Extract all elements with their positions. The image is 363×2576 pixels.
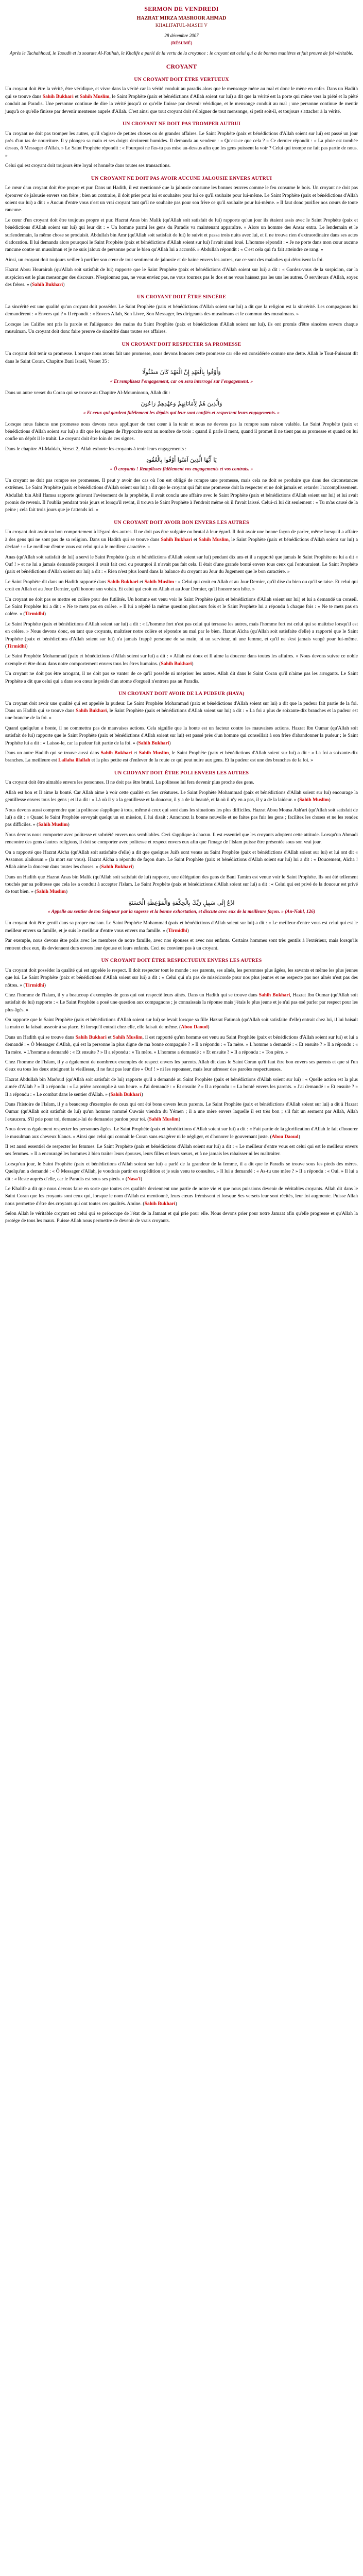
source-reference: Sahih Bukhari xyxy=(107,579,139,585)
source-reference: Sahih Bukhari xyxy=(42,93,74,99)
body-paragraph xyxy=(5,130,358,160)
paragraph-text: La sincérité est une qualité qu'un croyant doit posséder. Le Saint Prophète (paix et bénédictions d'Allah soient sur lui) a dit que la religion est la sincérité. Les compagnons lui demandèrent : « Envers qui ? » Il répondit : « Envers Allah, Son Livre, Son Messager, les dirigeants des musulmans et le commun des musulmans. » xyxy=(5,304,358,317)
verse-translation: « Et ceux qui gardent fidèlement les dépôts qui leur sont confiés et respectent leurs engagements. » xyxy=(83,410,280,416)
source-reference: Sahih Bukhari xyxy=(258,992,290,998)
paragraph-text: , le Saint Prophète (paix et bénédictions d'Allah soient sur lui) a dit que la vérité est la porte qui mène vers la piété et la piété conduit au Paradis. Une personne continue de dire la vérité jusqu'à ce qu'elle finisse par devenir véridique, et le mensonge conduit au mal ; une personne continue de mentir jusqu'à ce qu'elle finisse par devenir menteuse auprès d'Allah. C'est ainsi que tout croyant doit s'éloigner de tout mensonge, si petit soit-il, et toujours s'attacher à la vérité. xyxy=(5,93,358,114)
paragraph-text: et la plus petite est d'enlever de la route ce qui peut nuire aux gens. Et la pudeur est une des branches de la foi. » xyxy=(90,757,313,764)
body-paragraph xyxy=(5,1101,358,1123)
body-paragraph xyxy=(5,750,358,765)
source-reference: Sahih Bukhari xyxy=(76,707,107,714)
body-paragraph xyxy=(5,579,358,594)
body-paragraph xyxy=(5,967,358,989)
paragraph-text: Quand quelqu'un a honte, il ne commettra pas de mauvaises actions. Cela signifie que la honte est un facteur contre les mauvaises actions. Hazrat Ibn Oumar (qu'Allah soit satisfait de lui) rapporte que le Saint Prophète (paix et bénédictions d'Allah soient sur lui) est passé près d'un homme qui conseillait à son frère d'abandonner la pudeur ; le Saint Prophète lui a dit : « Laisse-le, car la pudeur fait partie de la foi. » ( xyxy=(5,725,358,746)
body-paragraph xyxy=(5,477,358,514)
source-reference: Sahih Muslim xyxy=(139,750,169,756)
paragraph-text: ) xyxy=(44,611,46,617)
paragraph-text: Nous devons nous comporter avec politesse et sobriété envers nos semblables. Ceci s'applique à chacun. Il est essentiel que les croyants adoptent cette attitude. Lorsqu'un Ahmadi rencontre des gens d'autres religions, il doit se comporter avec politesse et respect envers eux afin que l'image de l'Islam puisse être présentée sous son vrai jour. xyxy=(5,832,358,845)
section-title: CROYANT xyxy=(166,62,197,70)
source-reference: Sahih Bukhari xyxy=(144,1200,176,1207)
subsection-heading: UN CROYANT DOIT RESPECTER SA PROMESSE xyxy=(122,341,241,347)
paragraph-text: et xyxy=(73,93,80,99)
paragraph-text: Un croyant ne doit pas être arrogant, il ne doit pas se vanter de ce qu'il possède ni mépriser les autres. Allah dit dans le Saint Coran qu'il n'aime pas les arrogants. Le Saint Prophète a dit que celui qui a dans son cœur le poids d'un atome d'orgueil n'entrera pas au Paradis. xyxy=(5,671,358,684)
body-paragraph xyxy=(5,529,358,551)
body-paragraph xyxy=(5,350,358,365)
paragraph-text: Chez l'homme de l'Islam, il y a beaucoup d'exemples de gens qui ont respecté leurs aînés. Dans un Hadith qui se trouve dans xyxy=(5,992,259,998)
sermon-title: SERMON DE VENDREDI xyxy=(144,5,219,12)
paragraph-text: Un croyant doit avoir une qualité qui est appelée la pudeur. Le Saint Prophète Mohammad (paix et bénédictions d'Allah soient sur lui) a dit que la pudeur fait partie de la foi. Dans un Hadith qui se trouve dans xyxy=(5,700,358,714)
subsection-heading: UN CROYANT DOIT ÊTRE SINCÈRE xyxy=(136,294,227,300)
intro-text: Après le Tachahhoud, le Taoudh et la sourate Al-Fatihah, le Khalife a parlé de la vertu de la croyance : le croyant est celui qui a de bonnes manières et fait preuve de foi véritable. xyxy=(9,50,354,56)
paragraph-text: Un croyant doit posséder la qualité qui est appelée le respect. Il doit respecter tout le monde : ses parents, ses aînés, les personnes plus âgées, les savants et même les plus jeunes que lui. Le Saint Prophète (paix et bénédictions d'Allah soient sur lui) a dit : « Celui qui n'a pas de miséricorde pour nos plus jeunes et ne respecte pas nos aînés n'est pas des nôtres. » ( xyxy=(5,967,358,988)
paragraph-text: , le Saint Prophète (paix et bénédictions d'Allah soient sur lui) a déclaré : « Le meilleur d'entre vous est celui qui a le meilleur caractère. » xyxy=(5,536,358,550)
sermon-page xyxy=(0,0,363,1238)
paragraph-text: : « Celui qui croit en Allah et au Jour Dernier, qu'il dise du bien ou qu'il se taise. Et celui qui croit en Allah et au Jour Dernier, qu'il honore son voisin. Et celui qui croit en Allah et au Jour Dernier, qu'il honore son hôte. » xyxy=(5,579,358,592)
paragraph-text: , il est rapporté qu'un homme est venu au Saint Prophète (paix et bénédictions d'Allah soient sur lui) et lui a demandé : « Ô Messager d'Allah, qui est la personne la plus digne de ma bonne compagnie ? » Il a répondu : « Ta mère. » L'homme a demandé : « Et ensuite ? » Il a répondu : « Ta mère. » L'homme a demandé : « Et ensuite ? » Il a répondu : « Ta mère. » L'homme a demandé : « Et ensuite ? » Il a répondu : « Ton père. » xyxy=(5,1034,358,1055)
body-paragraph xyxy=(5,184,358,214)
paragraph-text: ) xyxy=(67,822,70,828)
paragraph-text: ) xyxy=(44,982,46,988)
body-paragraph xyxy=(5,700,358,722)
body-paragraph xyxy=(5,321,358,336)
source-reference: Sahih Bukhari xyxy=(110,1091,142,1097)
source-reference: Sahih Bukhari xyxy=(138,740,169,746)
paragraph-text: Nous devons également respecter les personnes âgées. Le Saint Prophète (paix et bénédictions d'Allah soient sur lui) a dit : « Fait partie de la glorification d'Allah le fait d'honorer le musulman aux cheveux blancs. » Ainsi que celui qui connaît le Coran sans exagérer ni le négliger, et d'honorer le gouvernant juste. ( xyxy=(5,1126,358,1140)
paragraph-text: Un croyant doit être gentil dans sa propre maison. Le Saint Prophète Mohammad (paix et bénédictions d'Allah soient sur lui) a dit : « Le meilleur d'entre vous est celui qui est le meilleur envers sa famille, et je suis le meilleur d'entre vous envers ma famille. » ( xyxy=(5,920,358,934)
body-paragraph xyxy=(5,849,358,871)
paragraph-text: Anas (qu'Allah soit satisfait de lui) a servi le Saint Prophète (paix et bénédictions d'Allah soient sur lui) pendant dix ans et il a rapporté que jamais le Saint Prophète ne lui a dit « Ouf ! » et ne lui a jamais demandé pourquoi il avait fait ceci ou pourquoi il n'avait pas fait cela. Il était d'une grande bonté envers tous ceux qui l'entouraient. Le Saint Prophète (paix et bénédictions d'Allah soient sur lui) a dit : « Rien n'est plus lourd dans la balance du croyant au Jour du Jugement que le bon caractère. » xyxy=(5,554,358,575)
paragraph-text: Hazrat Abou Hourairah (qu'Allah soit satisfait de lui) rapporte que le Saint Prophète (paix et bénédictions d'Allah soient sur lui) a dit : « Gardez-vous de la suspicion, car la suspicion est le plus mensonger des discours. N'espionnez pas, ne vous enviez pas, ne vous tournez pas le dos et ne vous haïssez pas les uns les autres. Ô serviteurs d'Allah, soyez des frères. » ( xyxy=(5,267,358,287)
subsection-heading: UN CROYANT DOIT ÊTRE VERTUEUX xyxy=(134,76,229,82)
paragraph-text: Chez l'homme de l'Islam, il y a également de nombreux exemples de respect envers les parents. Allah dit dans le Saint Coran qu'il faut être bon envers ses parents et que si l'un d'eux ou tous les deux atteignent la vieillesse, il ne faut pas leur dire « Ouf ! » ni les repousser, mais leur adresser des paroles respectueuses. xyxy=(5,1059,358,1073)
paragraph-text: Dans un Hadith que Hazrat Anas bin Malik (qu'Allah soit satisfait de lui) rapporte, une délégation des gens de Bani Tamim est venue voir le Saint Prophète. Ils ont été tellement touchés par sa politesse que cela les a conduit à accepter l'Islam. Le Saint Prophète (paix et bénédictions d'Allah soient sur lui) a dit : « Celui qui est privé de la douceur est privé de tout bien. » ( xyxy=(5,874,358,895)
body-paragraph xyxy=(5,1076,358,1098)
paragraph-text: Un croyant ne doit pas tromper les autres, qu'il s'agisse de petites choses ou de grandes affaires. Le Saint Prophète (paix et bénédictions d'Allah soient sur lui) est passé un jour près d'un tas de nourriture. Il y plongea sa main et ses doigts devinrent humides. Il demanda au vendeur : « Qu'est-ce que cela ? » Ce dernier répondit : « La pluie est tombée dessus, ô Messager d'Allah. » Le Saint Prophète répondit : « Pourquoi ne l'as-tu pas mise au-dessus afin que les gens puissent la voir ? Celui qui trompe ne fait pas partie de nous. » xyxy=(5,130,358,159)
source-reference: Sahih Bukhari xyxy=(32,281,63,287)
paragraph-text: Le cœur d'un croyant doit être propre et pur. Dans un Hadith, il est mentionné que la jalousie consume les bonnes œuvres comme le feu consume le bois. Un croyant ne doit pas éprouver de jalousie envers son frère ; bien au contraire, il doit prier pour lui et souhaiter pour lui ce qu'il souhaite pour lui-même. Le Saint Prophète (paix et bénédictions d'Allah soient sur lui) a dit : « Aucun d'entre vous n'est un vrai croyant tant qu'il ne souhaite pas pour son frère ce qu'il souhaite pour lui-même. » Il faut donc purifier nos cœurs de toute rancune. xyxy=(5,185,358,213)
body-paragraph xyxy=(5,162,358,170)
body-paragraph xyxy=(5,725,358,747)
paragraph-text: et xyxy=(138,579,145,585)
source-reference: Sahih Muslim xyxy=(149,1116,179,1122)
summary-tag: (RÉSUMÉ) xyxy=(170,40,193,45)
paragraph-text: , le Saint Prophète (paix et bénédictions d'Allah soient sur lui) a dit : « La foi a soixante-dix branches. La meilleure est xyxy=(5,750,358,764)
source-reference: Sahih Bukhari xyxy=(101,864,132,870)
paragraph-text: Il est aussi essentiel de respecter les femmes. Le Saint Prophète (paix et bénédictions d'Allah soient sur lui) a dit : « Le meilleur d'entre vous est celui qui est le meilleur envers ses femmes. » Il a encouragé les hommes à bien traiter leurs épouses, leurs filles et leurs sœurs, et à ne jamais les rabaisser ni les maltraiter. xyxy=(5,1143,358,1157)
body-paragraph xyxy=(5,1210,358,1225)
paragraph-text: ) xyxy=(192,660,194,667)
subsection-heading: UN CROYANT DOIT AVOIR BON ENVERS LES AUTRES xyxy=(114,519,249,526)
body-paragraph xyxy=(5,779,358,786)
body-paragraph xyxy=(5,1143,358,1158)
paragraph-text: ) xyxy=(132,864,134,870)
body-paragraph xyxy=(5,266,358,289)
source-reference: Tirmidhi xyxy=(7,643,26,649)
source-reference: Sahih Muslim xyxy=(113,1034,143,1040)
arabic-verse: وَالَّذِينَ هُمْ لِأَمَانَاتِهِمْ وَعَهْدِهِمْ رَاعُونَ xyxy=(141,400,222,408)
subsection-heading: UN CROYANT DOIT ÊTRE POLI ENVERS LES AUTRES xyxy=(114,770,249,776)
paragraph-text: Ainsi, un croyant doit toujours veiller à purifier son cœur de tout sentiment de jalousie et de haine envers les autres, car ce sont des maladies qui détruisent la foi. xyxy=(5,257,324,263)
paragraph-text: Lorsque les Califes ont pris la parole et l'allégeance des mains du Saint Prophète (paix et bénédictions d'Allah soient sur lui), ils ont promis d'être sincères envers chaque musulman. Un croyant doit donc faire preuve de sincérité dans toutes ses affaires. xyxy=(5,321,358,335)
arabic-verse: ادْعُ إِلَى سَبِيلِ رَبِّكَ بِالْحِكْمَةِ وَالْمَوْعِظَةِ الْحَسَنَةِ xyxy=(128,899,235,906)
body-paragraph xyxy=(5,596,358,618)
paragraph-text: Dans l'histoire de l'Islam, il y a beaucoup d'exemples de ceux qui ont été bons envers leurs parents. Le Saint Prophète (paix et bénédictions d'Allah soient sur lui) a dit à Hazrat Oumar (qu'Allah soit satisfait de lui) qu'un homme nommé Ouwaïs viendra du Yémen ; il a une mère envers laquelle il est très bon ; s'il fait un serment par Allah, Allah l'exaucera. S'il prie pour toi, demande-lui de demander pardon pour toi. ( xyxy=(5,1101,358,1122)
source-reference: Sahih Bukhari xyxy=(161,660,192,667)
paragraph-text: Selon Allah le véritable croyant est celui qui se préoccupe de l'état de la Jamaat et qui prie pour elle. Nous devons prier pour notre Jamaat afin qu'elle progresse et qu'Allah la protège de tous les maux. Puisse Allah nous permettre de devenir de vrais croyants. xyxy=(5,1211,358,1224)
paragraph-text: ) xyxy=(187,927,189,934)
paragraph-text: Le Saint Prophète (paix et bénédictions d'Allah soient sur lui) a dit : « L'homme fort n'est pas celui qui terrasse les autres, mais l'homme fort est celui qui se maîtrise lorsqu'il est en colère. » Nous devons donc, en tant que croyants, maîtriser notre colère et répondre au mal par le bien. Hazrat Aïcha (qu'Allah soit satisfaite d'elle) a rapporté que le Saint Prophète (paix et bénédictions d'Allah soient sur lui) n'a jamais frappé personne de sa main, ni un serviteur, ni une femme, et qu'il ne s'est jamais vengé pour lui-même. ( xyxy=(5,621,358,649)
body-paragraph xyxy=(5,621,358,651)
body-paragraph xyxy=(5,937,358,952)
source-reference: Sahih Muslim xyxy=(144,579,174,585)
body-paragraph xyxy=(5,992,358,1014)
paragraph-text: Lorsqu'un jour, le Saint Prophète (paix et bénédictions d'Allah soient sur lui) a parlé de la grandeur de la femme, il a dit que le Paradis se trouve sous les pieds des mères. Quelqu'un a demandé : « Ô Messager d'Allah, je voudrais partir en expédition et je suis venu te consulter. » Il lui a demandé : « As-tu une mère ? » Il a répondu : « Oui. » Il lui a dit : « Reste auprès d'elle, car le Paradis est sous ses pieds. » ( xyxy=(5,1161,358,1182)
paragraph-text: et xyxy=(192,536,199,543)
body-paragraph xyxy=(5,920,358,935)
arabic-verse: وَأَوْفُوا بِالْعَهْدِ إِنَّ الْعَهْدَ كَانَ مَسْئُولًا xyxy=(142,369,221,376)
sermon-body xyxy=(5,76,358,1225)
paragraph-text: ) xyxy=(140,1176,143,1182)
paragraph-text: Allah est bon et Il aime la bonté. Car Allah aime à voir cette qualité en Ses créatures. Le Saint Prophète Mohammad (paix et bénédictions d'Allah soient sur lui) encourage la gentillesse envers tous les gens ; et il a dit : « Là où il y a la gentillesse et la douceur, il y a de la beauté, et là où il n'y en a pas, il y a de la laideur. » ( xyxy=(5,789,358,803)
verse-translation: « Appelle au sentier de ton Seigneur par la sagesse et la bonne exhortation, et discute avec eux de la meilleure façon. » (An-Nahl, 126) xyxy=(47,909,316,915)
body-paragraph xyxy=(5,303,358,318)
paragraph-text: Un croyant ne doit pas rompre ses promesses. Il peut y avoir des cas où l'on est obligé de rompre une promesse, mais cela ne doit se produire que dans des circonstances extrêmes. Le Saint Prophète (paix et bénédictions d'Allah soient sur lui) a dit que le croyant qui fait une promesse doit la respecter et ne doit jamais en retarder l'accomplissement. Abdullah bin Abil Hamsa rapporte qu'avant l'avènement de la prophétie, il avait conclu une affaire avec le Saint Prophète (paix et bénédictions d'Allah soient sur lui) et lui avait promis de revenir. Il l'oublia pendant trois jours et lorsqu'il revint, il trouva le Saint Prophète à l'endroit même où il l'avait laissé. Celui-ci lui dit seulement : « Tu m'as causé de la peine ; cela fait trois jours que je t'attends ici. » xyxy=(5,477,358,513)
paragraph-text: Par exemple, nous devons être polis avec les membres de notre famille, avec nos épouses et avec nos enfants. Certains hommes sont très gentils à l'extérieur, mais lorsqu'ils rentrent chez eux, ils deviennent durs envers leur épouse et leurs enfants. Ceci ne convient pas à un croyant. xyxy=(5,938,358,951)
paragraph-text: Un croyant doit avoir un bon comportement à l'égard des autres. Il ne doit pas être vulgaire ou brutal à leur égard. Il doit avoir une bonne façon de parler, même lorsqu'il a affaire à des gens qui ne sont pas de sa religion. Dans un Hadith qui se trouve dans xyxy=(5,529,358,543)
paragraph-text: Nous devons aussi comprendre que la politesse s'applique à tous, même à ceux qui sont dans les situations les plus difficiles. Hazrat Abou Mousa Ash'ari (qu'Allah soit satisfait de lui) a dit : « Quand le Saint Prophète envoyait quelqu'un en mission, il lui disait : Annoncez la bonne nouvelle et ne faites pas fuir les gens ; facilitez les choses et ne les rendez pas difficiles. » ( xyxy=(5,807,358,828)
paragraph-text: Le cœur d'un croyant doit être toujours propre et pur. Hazrat Anas bin Malik (qu'Allah soit satisfait de lui) rapporte qu'un jour ils étaient assis avec le Saint Prophète (paix et bénédictions d'Allah soient sur lui) qui leur dit : « Un homme parmi les gens du Paradis va maintenant apparaître. » Alors un homme des Ansar entra. Le lendemain et le surlendemain, la même chose se produisit. Abdullah bin Amr (qu'Allah soit satisfait de lui) le suivit et passa trois nuits avec lui, et il ne trouva rien d'extraordinaire dans ses actes d'adoration. Il lui demanda alors pourquoi le Saint Prophète (paix et bénédictions d'Allah soient sur lui) l'avait ainsi loué. L'homme répondit : « Je ne porte dans mon cœur aucune rancune contre un musulman et je ne suis jaloux de personne pour le bien qu'Allah lui a accordé. » Abdullah répondit : « C'est cela qui t'a fait atteindre ce rang. » xyxy=(5,217,358,253)
paragraph-text: Un croyant ne doit pas se mettre en colère pour des futilités. Un homme est venu voir le Saint Prophète (paix et bénédictions d'Allah soient sur lui) et lui a demandé un conseil. Le Saint Prophète lui a dit : « Ne te mets pas en colère. » Il lui a répété la même question plusieurs fois et le Saint Prophète lui a répondu à chaque fois : « Ne te mets pas en colère. » ( xyxy=(5,596,358,617)
paragraph-text: et xyxy=(106,1034,113,1040)
source-reference: Tirmidhi xyxy=(25,611,44,617)
paragraph-text: ) xyxy=(65,889,68,895)
body-paragraph xyxy=(5,1185,358,1208)
arabic-verse: يَا أَيُّهَا الَّذِينَ آمَنُوا أَوْفُوا بِالْعُقُودِ xyxy=(146,456,217,464)
paragraph-text: Dans un Hadith qui se trouve dans xyxy=(5,1034,76,1040)
paragraph-text: Un croyant doit être aimable envers les personnes. Il ne doit pas être brutal. La politesse lui fera devenir plus proche des gens. xyxy=(5,779,254,786)
body-paragraph xyxy=(5,653,358,668)
verse-translation: « Ô croyants ! Remplissez fidèlement vos engagements et vos contrats. » xyxy=(110,466,253,472)
paragraph-text: Le Saint Prophète dit dans un Hadith rapporté dans xyxy=(5,579,108,585)
body-paragraph xyxy=(5,807,358,829)
source-reference: Sahih Muslim xyxy=(38,822,68,828)
paragraph-text: Lorsque nous faisons une promesse nous devons nous appliquer de tout cœur à la tenir et nous ne devons pas la rompre sans raison valable. Le Saint Prophète (paix et bénédictions d'Allah soient sur lui) a dit que les signes de l'hypocrite sont au nombre de trois : quand il parle il ment, quand il promet il ne tient pas sa promesse et quand on lui confie un dépôt il le trahit. Le croyant doit être loin de ces signes. xyxy=(5,421,358,442)
paragraph-text: et xyxy=(132,750,139,756)
body-paragraph xyxy=(5,832,358,846)
body-paragraph xyxy=(5,554,358,576)
paragraph-text: On rapporte que le Saint Prophète (paix et bénédictions d'Allah soient sur lui) se levait lorsque sa fille Hazrat Fatimah (qu'Allah soit satisfaite d'elle) entrait chez lui, il lui baisait la main et la faisait asseoir à sa place. Et lorsqu'il entrait chez elle, elle faisait de même. ( xyxy=(5,1017,358,1030)
paragraph-text: ) xyxy=(26,643,28,649)
body-paragraph xyxy=(5,1161,358,1183)
paragraph-text: Un croyant doit être la vérité, être véridique, et vivre dans la vérité car la vérité conduit au paradis alors que le mensonge mène au mal et donc le mène en enfer. Dans un Hadith qui se trouve dans xyxy=(5,86,358,99)
subsection-heading: UN CROYANT DOIT AVOIR DE LA PUDEUR (HAYA) xyxy=(118,690,245,697)
subsection-heading: UN CROYANT NE DOIT PAS AVOIR AUCUNE JALOUSIE ENVERS AUTRUI xyxy=(91,175,272,181)
source-reference: Lailaha illallah xyxy=(58,757,91,764)
paragraph-text: ) xyxy=(208,1024,210,1030)
body-paragraph xyxy=(5,1034,358,1056)
author-title: KHALIFATUL-MASIH V xyxy=(155,23,208,28)
author-name: HAZRAT MIRZA MASROOR AHMAD xyxy=(136,15,227,21)
paragraph-text: ) xyxy=(63,281,65,287)
paragraph-text: ) xyxy=(329,797,331,803)
paragraph-text: Celui qui est croyant doit toujours être loyal et honnête dans toutes ses transactions. xyxy=(5,163,171,169)
source-reference: Tirmidhi xyxy=(168,927,187,934)
body-paragraph xyxy=(5,257,358,264)
paragraph-text: , le Saint Prophète (paix et bénédictions d'Allah soient sur lui) a dit : « La foi a plus de soixante-dix branches et la pudeur est une branche de la foi. » xyxy=(5,707,358,721)
source-reference: Nasa'i xyxy=(127,1176,141,1182)
paragraph-text: On a rapporté que Hazrat Aïcha (qu'Allah soit satisfaite d'elle) a dit que quelques Juifs sont venus au Saint Prophète (paix et bénédictions d'Allah soient sur lui) et lui ont dit « Assamou alaikoum » (la mort sur vous). Hazrat Aïcha a répondu de façon dure. Le Saint Prophète (paix et bénédictions d'Allah soient sur lui) lui a dit : « Doucement, Aïcha ! Allah aime la douceur dans toutes les choses. » ( xyxy=(5,849,358,870)
paragraph-text: Dans le chapitre Al-Maïdah, Verset 2, Allah exhorte les croyants à tenir leurs engagements : xyxy=(5,446,187,452)
paragraph-text: Hazrat Abdullah bin Mas'oud (qu'Allah soit satisfait de lui) rapporte qu'il a demandé au Saint Prophète (paix et bénédictions d'Allah soient sur lui) : « Quelle action est la plus aimée d'Allah ? » Il a répondu : « La prière accomplie à son heure. » J'ai demandé : « Et ensuite ? » Il a répondu : « La bonté envers les parents. » J'ai demandé : « Et ensuite ? » Il a répondu : « Le combat dans le sentier d'Allah. » ( xyxy=(5,1076,358,1097)
subsection-heading: UN CROYANT NE DOIT PAS TROMPER AUTRUI xyxy=(123,121,240,127)
body-paragraph xyxy=(5,446,358,453)
paragraph-text: ) xyxy=(175,1200,177,1207)
body-paragraph xyxy=(5,1016,358,1031)
source-reference: Sahih Bukhari xyxy=(75,1034,107,1040)
sermon-header xyxy=(5,4,358,46)
paragraph-text: ) xyxy=(298,1133,300,1140)
paragraph-text: Un croyant doit tenir sa promesse. Lorsque nous avons fait une promesse, nous devons honorer cette promesse car elle est considérée comme une dette. Allah le Tout-Puissant dit dans le Saint Coran, Chapitre Bani Israël, Verset 35 : xyxy=(5,351,358,364)
source-reference: Sahih Bukhari xyxy=(100,750,132,756)
verse-translation: « Et remplissez l'engagement, car on sera interrogé sur l'engagement. » xyxy=(110,379,253,384)
paragraph-text: ) xyxy=(141,1091,143,1097)
body-paragraph xyxy=(5,421,358,443)
source-reference: Sahih Muslim xyxy=(198,536,229,543)
subsection-heading: UN CROYANT DOIT ÊTRE RESPECTUEUX ENVERS LES AUTRES xyxy=(101,958,262,964)
paragraph-text: Dans un autre verset du Coran qui se trouve au Chapitre Al-Mouminoun, Allah dit : xyxy=(5,389,170,396)
source-reference: Sahih Bukhari xyxy=(161,536,193,543)
paragraph-text: Le Saint Prophète Mohammad (paix et bénédictions d'Allah soient sur lui) a dit : « Allah est doux et Il aime la douceur dans toutes les affaires. » Nous devons suivre ce noble exemple et être doux dans notre comportement envers tous les êtres humains. ( xyxy=(5,653,358,667)
paragraph-text: ) xyxy=(169,740,171,746)
paragraph-text: Le Khalife a dit que nous devons faire en sorte que toutes ces qualités deviennent une partie de notre vie et que nous puissions devenir de véritables croyants. Allah dit dans le Saint Coran que les croyants sont ceux qui, lorsque le nom d'Allah est mentionné, leurs cœurs frémissent et lorsque Ses versets leur sont récités, leur foi augmente. Puisse Allah nous permettre d'être des croyants qui ont toutes ces qualités. Amine. ( xyxy=(5,1185,358,1207)
source-reference: Abou Daoud xyxy=(271,1133,299,1140)
source-reference: Tirmidhi xyxy=(25,982,44,988)
source-reference: Sahih Muslim xyxy=(79,93,110,99)
body-paragraph xyxy=(5,1059,358,1074)
sermon-date: 28 décembre 2007 xyxy=(164,32,199,38)
body-paragraph xyxy=(5,217,358,254)
body-paragraph xyxy=(5,670,358,685)
body-paragraph xyxy=(5,789,358,804)
body-paragraph xyxy=(5,874,358,896)
body-paragraph xyxy=(5,86,358,115)
source-reference: Abou Daoud xyxy=(181,1024,208,1030)
source-reference: Sahih Muslim xyxy=(299,797,329,803)
paragraph-text: ) xyxy=(178,1116,180,1122)
body-paragraph xyxy=(5,389,358,397)
paragraph-text: Dans un autre Hadith qui se trouve aussi dans xyxy=(5,750,101,756)
source-reference: Sahih Muslim xyxy=(36,889,66,895)
body-paragraph xyxy=(5,1126,358,1141)
paragraph-text: , Hazrat Ibn Oumar (qu'Allah soit satisfait de lui) rapporte : « Le Saint Prophète a posé une question aux compagnons ; je connaissais la réponse mais j'étais le plus jeune et je n'ai pas osé parler par respect pour les plus âgés. » xyxy=(5,992,358,1013)
